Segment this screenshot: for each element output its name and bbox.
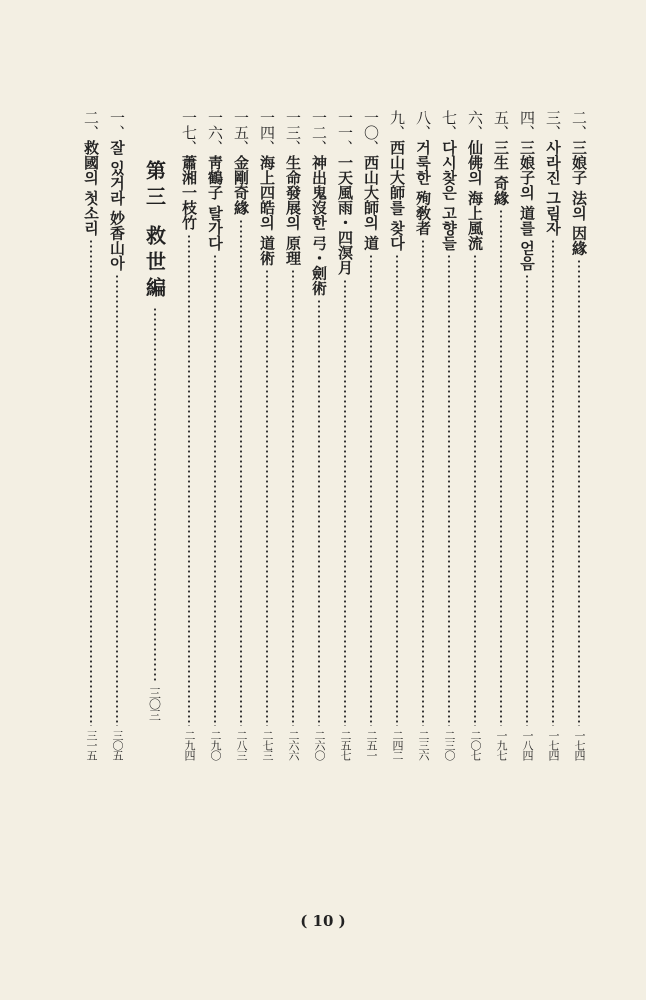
entry-number: 一七、: [180, 110, 198, 155]
entry-title: 거룩한 殉敎者: [414, 140, 432, 236]
leader-dots: [473, 254, 477, 726]
leader-dots: [577, 259, 581, 726]
toc-entry: [462, 110, 488, 760]
toc-entry: [176, 110, 202, 760]
entry-title: 救國의 첫소리: [82, 140, 100, 236]
entry-page: 一七四: [547, 730, 560, 760]
entry-number: 九、: [388, 110, 406, 140]
entry-page: 二六六: [287, 730, 300, 760]
toc-entry: [410, 110, 436, 760]
entry-title: 生命發展의 原理: [284, 155, 302, 266]
toc-entry: [254, 110, 280, 760]
leader-dots: [395, 254, 399, 726]
leader-dots: [551, 239, 555, 726]
toc-entry: [436, 110, 462, 760]
entry-number: 一六、: [206, 110, 224, 155]
entry-number: 一五、: [232, 110, 250, 155]
entry-title: 一天風雨・四溟月: [336, 155, 354, 275]
part-title: 第三 救世編: [142, 160, 167, 303]
entry-number: 七、: [440, 110, 458, 140]
toc-entry: [104, 110, 130, 760]
leader-dots: [265, 269, 269, 726]
toc-entry: [280, 110, 306, 760]
entry-page: 一九七: [495, 730, 508, 760]
toc-entry: [566, 110, 592, 760]
entry-page: 一八四: [521, 730, 534, 760]
entry-page: 二五一: [365, 730, 378, 760]
leader-dots: [239, 219, 243, 726]
entry-page: 二五七: [339, 730, 352, 760]
toc-entry: [202, 110, 228, 760]
entry-number: 二、: [570, 110, 588, 140]
entry-number: 四、: [518, 110, 536, 140]
entry-page: 二九〇: [209, 730, 222, 760]
toc-entry: [228, 110, 254, 760]
entry-page: 一七四: [573, 730, 586, 760]
entry-number: 六、: [466, 110, 484, 140]
entry-number: 一三、: [284, 110, 302, 155]
entry-title: 三娘子 法의 因緣: [570, 140, 588, 256]
entry-title: 다시찾은 고향들: [440, 140, 458, 251]
entry-number: 三、: [544, 110, 562, 140]
entry-title: 사라진 그림자: [544, 140, 562, 236]
page-number: ( 10 ): [300, 912, 346, 930]
leader-dots: [499, 209, 503, 726]
leader-dots: [317, 299, 321, 726]
entry-title: 金剛奇緣: [232, 155, 250, 215]
leader-dots: [447, 254, 451, 726]
toc-entry: [306, 110, 332, 760]
leader-dots: [115, 274, 119, 726]
entry-number: 一、: [108, 110, 126, 140]
toc-entry: [384, 110, 410, 760]
entry-number: 二、: [82, 110, 100, 140]
entry-title: 蕭湘一枝竹: [180, 155, 198, 230]
entry-page: 二九四: [183, 730, 196, 760]
entry-title: 神出鬼沒한 弓・劍術: [310, 155, 328, 296]
leader-dots: [291, 269, 295, 726]
entry-number: 一〇、: [362, 110, 380, 155]
toc-entry: [358, 110, 384, 760]
toc-entry: [78, 110, 104, 760]
entry-title: 西山大師를 찾다: [388, 140, 406, 251]
leader-dots: [421, 239, 425, 726]
entry-title: 海上四皓의 道術: [258, 155, 276, 266]
entry-title: 仙佛의 海上風流: [466, 140, 484, 251]
entry-page: 二三〇: [443, 730, 456, 760]
part-page: 三〇三: [147, 687, 162, 720]
toc-entry: [332, 110, 358, 760]
entry-page: 二四二: [391, 730, 404, 760]
entry-page: 二七三: [261, 730, 274, 760]
entry-number: 一二、: [310, 110, 328, 155]
entry-title: 西山大師의 道: [362, 155, 380, 251]
entry-page: 三一五: [85, 730, 98, 760]
entry-title: 잘 있거라 妙香山아: [108, 140, 126, 271]
leader-dots: [187, 234, 191, 726]
entry-page: 二八三: [235, 730, 248, 760]
leader-dots: [343, 279, 347, 726]
leader-dots: [89, 239, 93, 726]
entry-title: 三娘子의 道를 얻음: [518, 140, 536, 271]
toc-entry: [514, 110, 540, 760]
part-heading: [140, 160, 170, 720]
entry-page: 二六〇: [313, 730, 326, 760]
leader-dots: [369, 254, 373, 726]
leader-dots: [153, 307, 157, 683]
entry-page: 二〇七: [469, 730, 482, 760]
leader-dots: [213, 254, 217, 726]
entry-number: 五、: [492, 110, 510, 140]
leader-dots: [525, 274, 529, 726]
toc-entry: [488, 110, 514, 760]
entry-number: 八、: [414, 110, 432, 140]
entry-page: 二三六: [417, 730, 430, 760]
entry-number: 一四、: [258, 110, 276, 155]
entry-title: 三生 奇緣: [492, 140, 510, 206]
entry-number: 一一、: [336, 110, 354, 155]
entry-title: 靑鶴子 탈가다: [206, 155, 224, 251]
entry-page: 三〇五: [111, 730, 124, 760]
toc-entry: [540, 110, 566, 760]
